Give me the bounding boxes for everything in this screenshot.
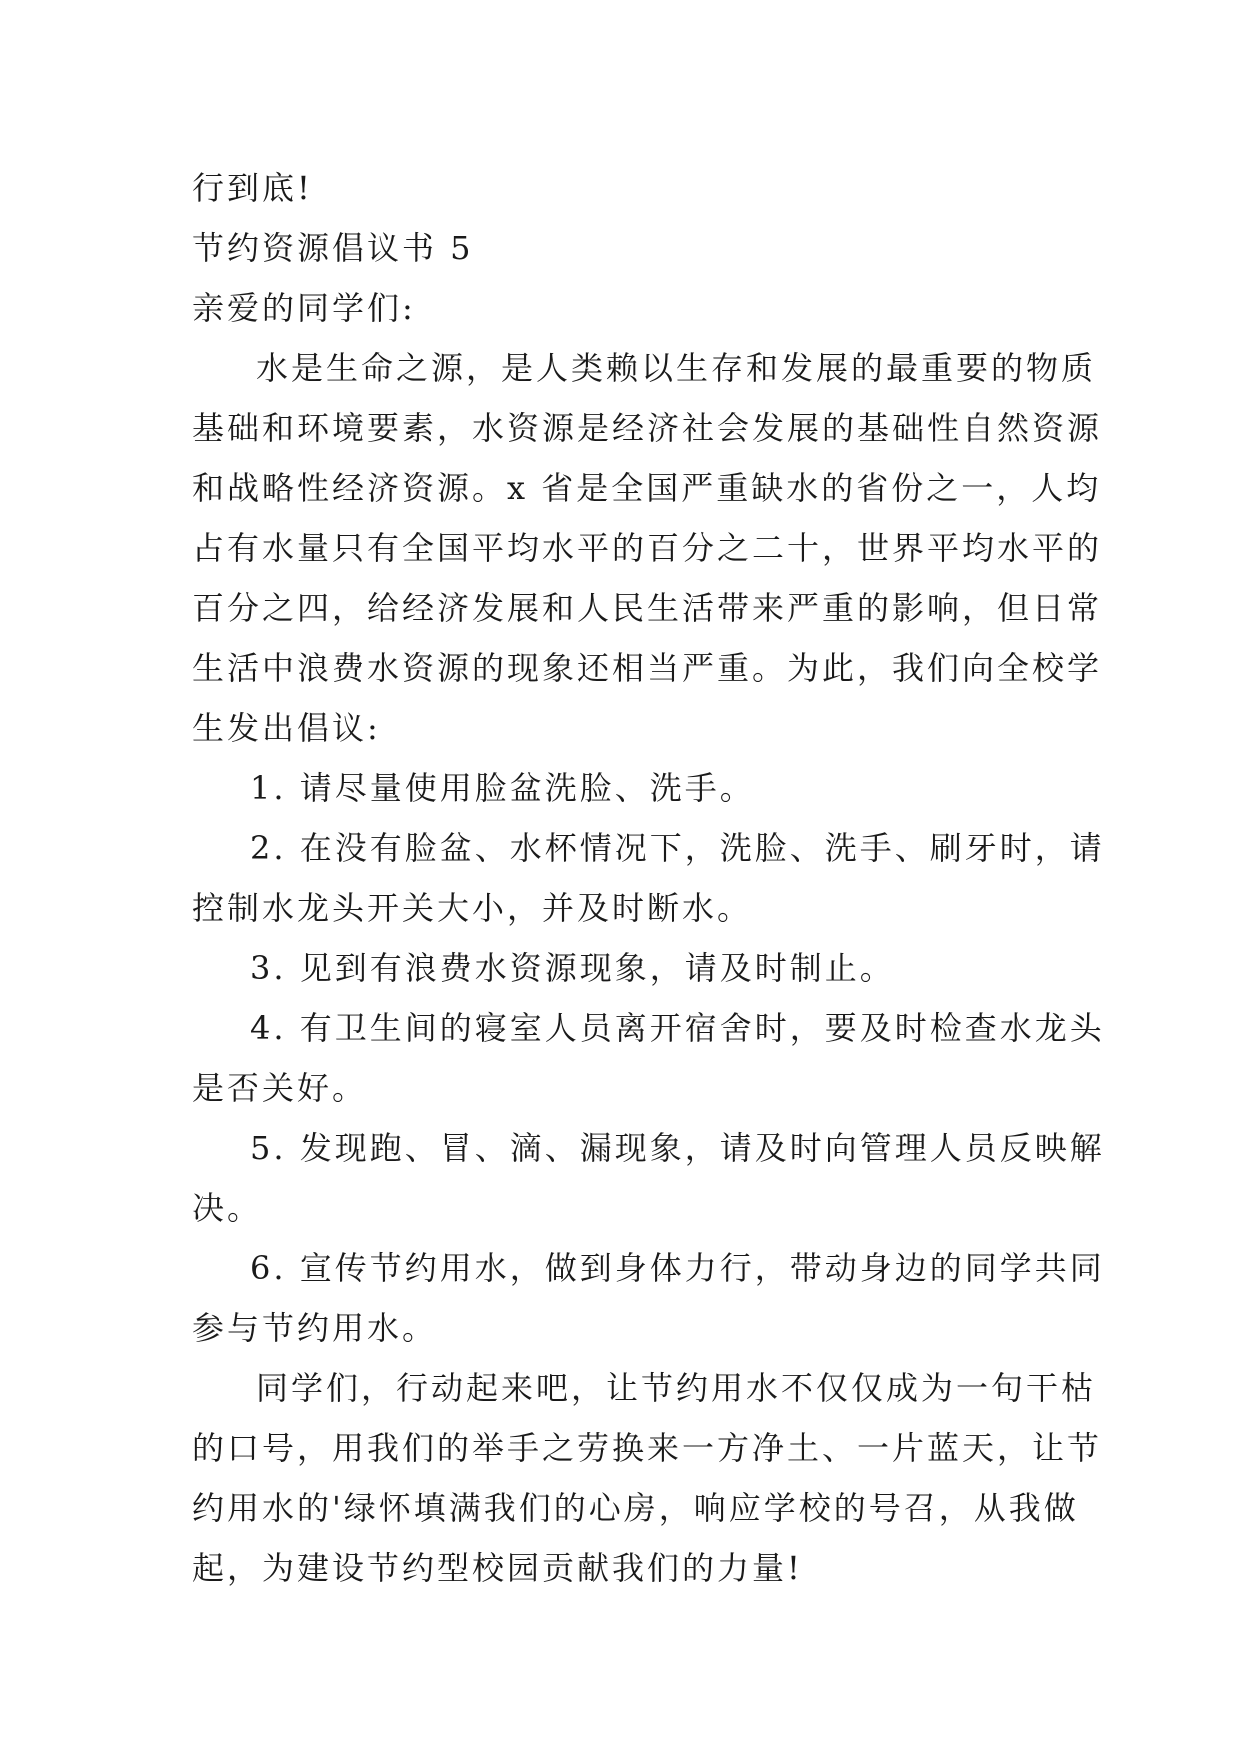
paragraph-line: 起，为建设节约型校园贡献我们的力量! xyxy=(192,1549,803,1587)
list-item-line: 6. 宣传节约用水，做到身体力行，带动身边的同学共同 xyxy=(250,1249,1105,1287)
list-item-line: 1. 请尽量使用脸盆洗脸、洗手。 xyxy=(250,769,755,807)
list-item-line: 是否关好。 xyxy=(192,1069,368,1107)
intro-paragraph xyxy=(192,338,1103,758)
list-item xyxy=(192,1118,1105,1238)
list-item-line: 3. 见到有浪费水资源现象，请及时制止。 xyxy=(250,949,895,987)
list-item xyxy=(192,818,1105,938)
proposal-list xyxy=(192,758,1105,1358)
paragraph-line: 百分之四，给经济发展和人民生活带来严重的影响，但日常 xyxy=(192,589,1103,627)
list-item xyxy=(192,1238,1105,1358)
list-item xyxy=(192,998,1105,1118)
paragraph-line: 和战略性经济资源。x 省是全国严重缺水的省份之一，人均 xyxy=(192,469,1102,507)
paragraph-line: 生活中浪费水资源的现象还相当严重。为此，我们向全校学 xyxy=(192,649,1103,687)
salutation: 亲爱的同学们: xyxy=(192,289,416,327)
paragraph-line: 占有水量只有全国平均水平的百分之二十，世界平均水平的 xyxy=(192,529,1103,567)
list-item xyxy=(192,758,1054,818)
paragraph-line: 基础和环境要素，水资源是经济社会发展的基础性自然资源 xyxy=(192,409,1103,447)
paragraph-line: 的口号，用我们的举手之劳换来一方净土、一片蓝天，让节 xyxy=(192,1429,1103,1467)
paragraph-line: 水是生命之源，是人类赖以生存和发展的最重要的物质 xyxy=(256,349,1097,387)
list-item-line: 4. 有卫生间的寝室人员离开宿舍时，要及时检查水龙头 xyxy=(250,1009,1105,1047)
list-item-line: 控制水龙头开关大小，并及时断水。 xyxy=(192,889,753,927)
closing-paragraph xyxy=(192,1358,1103,1598)
document-heading: 节约资源倡议书 5 xyxy=(192,229,474,267)
paragraph-line: 生发出倡议: xyxy=(192,709,381,747)
list-item-line: 5. 发现跑、冒、滴、漏现象，请及时向管理人员反映解 xyxy=(250,1129,1105,1167)
paragraph-line: 同学们，行动起来吧，让节约用水不仅仅成为一句干枯 xyxy=(256,1369,1097,1407)
document-body xyxy=(192,158,1105,1598)
paragraph-line: 约用水的'绿怀填满我们的心房，响应学校的号召，从我做 xyxy=(192,1489,1079,1527)
list-item-line: 2. 在没有脸盆、水杯情况下，洗脸、洗手、刷牙时，请 xyxy=(250,829,1105,867)
list-item xyxy=(192,938,1054,998)
list-item-line: 参与节约用水。 xyxy=(192,1309,438,1347)
list-item-line: 决。 xyxy=(192,1189,263,1227)
continuation-line: 行到底! xyxy=(192,169,313,207)
